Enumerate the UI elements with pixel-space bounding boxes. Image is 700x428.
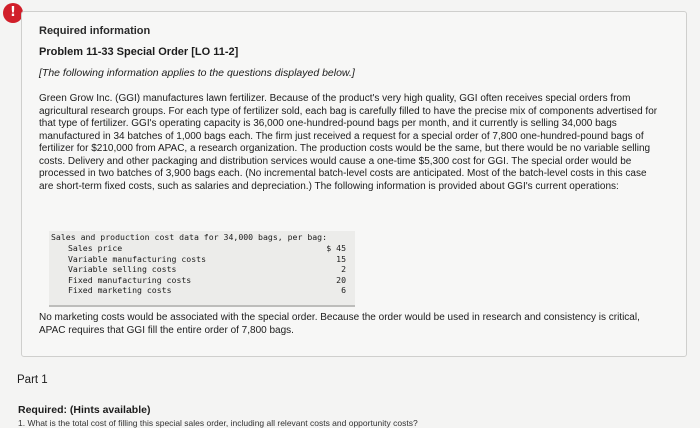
row-value: 20 — [336, 274, 346, 285]
problem-title: Problem 11-33 Special Order [LO 11-2] — [39, 46, 239, 58]
row-value: 6 — [341, 285, 346, 296]
row-label: Sales price — [68, 243, 123, 253]
table-row — [68, 285, 346, 296]
table-row — [68, 264, 346, 275]
required-information-heading: Required information — [39, 25, 151, 37]
table-row — [68, 243, 346, 254]
cost-data-table — [49, 231, 355, 307]
required-information-panel — [21, 11, 687, 357]
table-row — [68, 275, 346, 286]
row-value: $ 45 — [326, 243, 346, 253]
row-value: 2 — [341, 264, 346, 275]
row-label: Variable selling costs — [68, 264, 177, 275]
table-row — [68, 254, 346, 265]
problem-description: Green Grow Inc. (GGI) manufactures lawn fertilizer. Because of the product's very high quality, GGI often receives special orders from agricultural research groups. For each type of fertilizer sold, each bag is carefully filled to have the precise mix of components advertised for that type of fertilizer. GGI's operating capacity is 36,000 one-hundred-pound bags per month, and it currently is selling 34,000 bags manufactured in 34 batches of 1,000 bags each. The firm just received a request for a special order of 7,800 one-hundred-pound bags of fertilizer for $210,000 from APAC, a research organization. The production costs would be the same, but there would be no variable selling costs. Delivery and other packaging and distribution services would cause a one-time $5,300 cost for GGI. The special order would be processed in two batches of 3,900 bags each. (No incremental batch-level costs are anticipated. Most of the batch-level costs in this case are short-term fixed costs, such as salaries and depreciation.) The following information is provided about GGI's current operations: — [39, 93, 658, 192]
row-value: 15 — [336, 253, 346, 264]
intro-note: [The following information applies to the questions displayed below.] — [39, 67, 355, 79]
question-text: 1. What is the total cost of filling this special sales order, including all relevant costs and opportunity costs? — [18, 418, 418, 428]
part-label: Part 1 — [17, 374, 48, 386]
cost-data-title: Sales and production cost data for 34,000 bags, per bag: — [51, 232, 328, 242]
alert-icon: ! — [3, 3, 23, 23]
required-hints-heading: Required: (Hints available) — [18, 404, 151, 416]
special-order-note: No marketing costs would be associated with the special order. Because the order would be used in research and consistency is critical, APAC requires that GGI fill the entire order of 7,800 bags. — [39, 312, 640, 336]
row-label: Fixed marketing costs — [68, 285, 172, 296]
row-label: Fixed manufacturing costs — [68, 274, 192, 285]
row-label: Variable manufacturing costs — [68, 253, 207, 264]
